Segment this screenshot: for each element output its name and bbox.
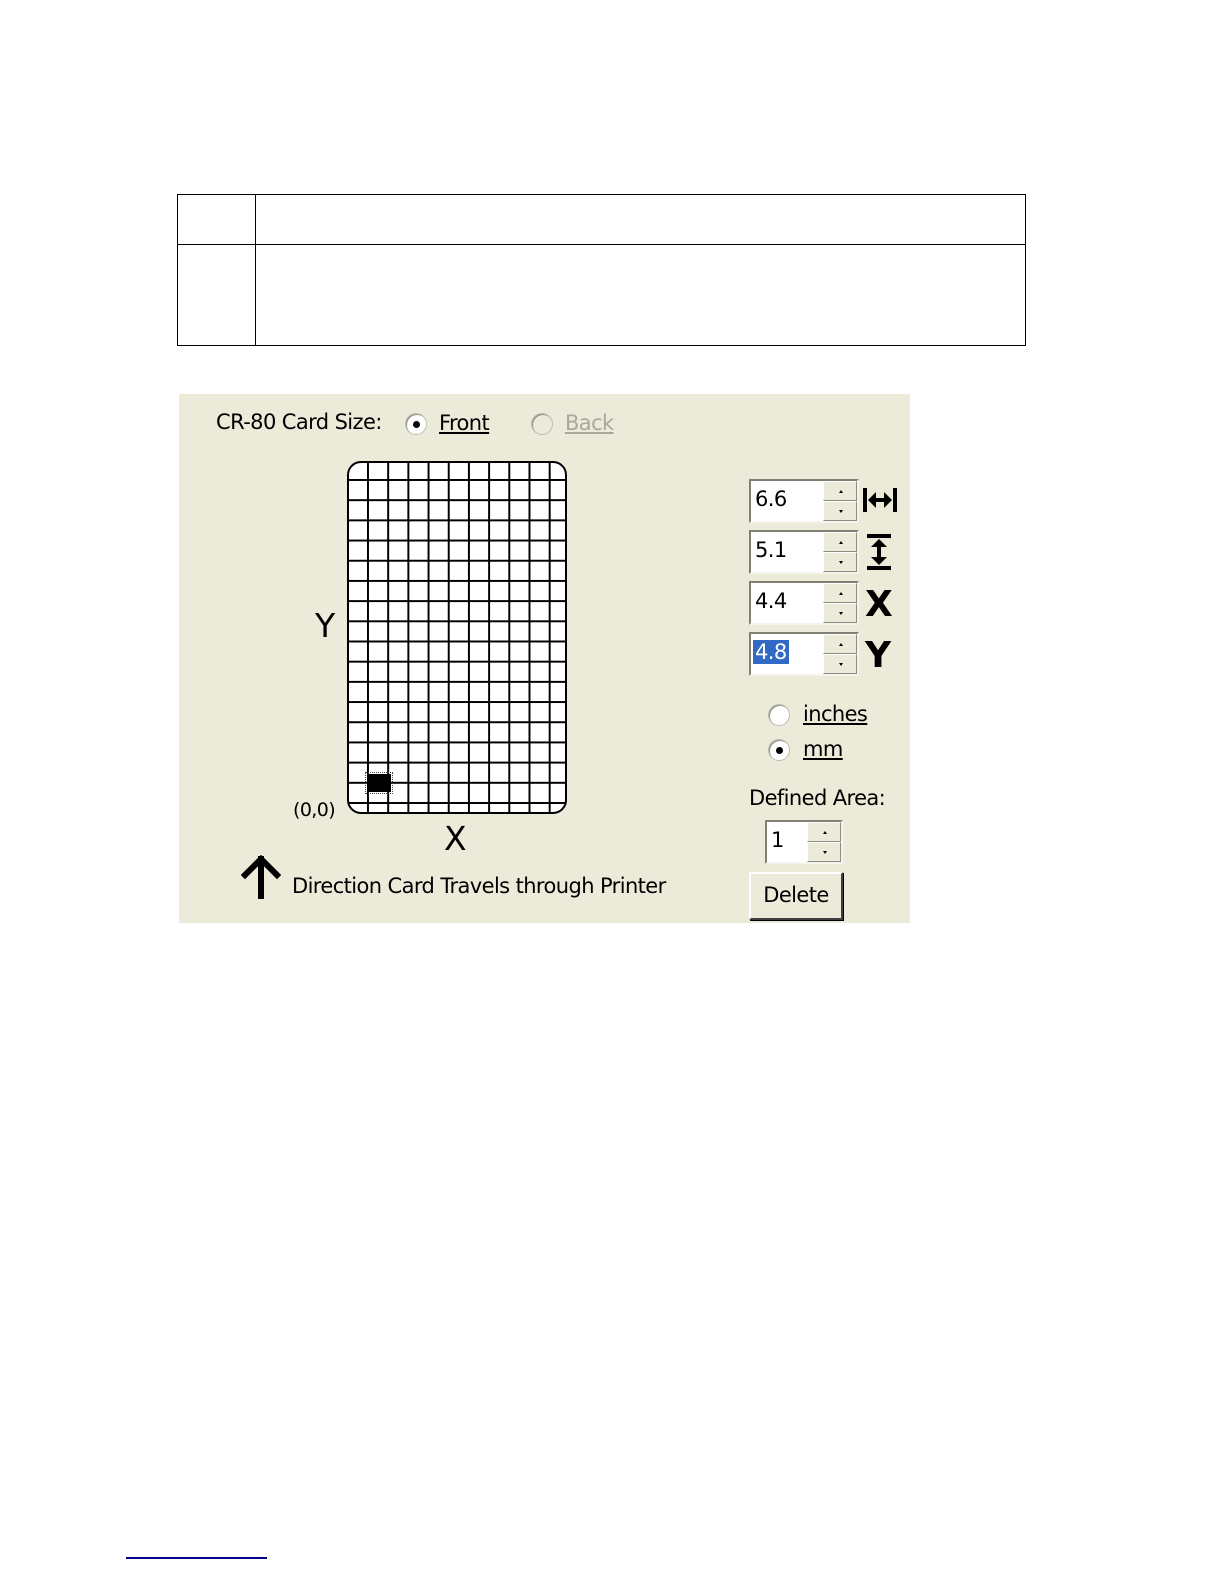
- y-axis-label: Y: [315, 606, 335, 645]
- card-area-dialog: [179, 394, 910, 923]
- x-up-button[interactable]: [823, 583, 857, 603]
- x-axis-label: X: [444, 819, 467, 858]
- mm-radio[interactable]: [768, 739, 790, 761]
- footer-divider: [126, 1557, 267, 1559]
- width-spinbox[interactable]: [749, 479, 859, 523]
- front-radio[interactable]: [405, 413, 427, 435]
- mm-radio-label[interactable]: mm: [803, 737, 843, 761]
- defined-area-down-button[interactable]: [807, 842, 841, 862]
- height-up-button[interactable]: [823, 532, 857, 552]
- direction-note: Direction Card Travels through Printer: [292, 874, 666, 898]
- y-up-button[interactable]: [823, 634, 857, 654]
- y-position-value[interactable]: 4.8: [755, 640, 787, 664]
- height-down-button[interactable]: [823, 552, 857, 572]
- back-radio-label[interactable]: Back: [565, 411, 614, 435]
- vertical-height-icon: [865, 533, 893, 576]
- card-grid[interactable]: [347, 461, 567, 814]
- horizontal-width-icon: [862, 486, 898, 519]
- x-position-icon: X: [865, 584, 893, 625]
- defined-area-label: Defined Area:: [749, 786, 886, 810]
- defined-area-up-button[interactable]: [807, 822, 841, 842]
- card-size-label: CR-80 Card Size:: [216, 410, 382, 434]
- table-row: [178, 245, 1026, 346]
- empty-table: [177, 194, 1026, 346]
- y-down-button[interactable]: [823, 654, 857, 674]
- up-arrow-icon: [241, 855, 281, 904]
- height-spinbox[interactable]: [749, 530, 859, 574]
- x-down-button[interactable]: [823, 603, 857, 623]
- defined-area-spinbox[interactable]: [765, 820, 843, 864]
- origin-label: (0,0): [293, 799, 336, 821]
- defined-area-value[interactable]: 1: [771, 828, 784, 852]
- defined-area-marker[interactable]: [367, 774, 391, 792]
- back-radio[interactable]: [531, 413, 553, 435]
- inches-radio-label[interactable]: inches: [803, 702, 868, 726]
- y-position-icon: Y: [865, 635, 891, 676]
- inches-radio[interactable]: [768, 704, 790, 726]
- y-position-spinbox[interactable]: [749, 632, 859, 676]
- width-down-button[interactable]: [823, 501, 857, 521]
- table-row: [178, 195, 1026, 245]
- x-position-spinbox[interactable]: [749, 581, 859, 625]
- width-up-button[interactable]: [823, 481, 857, 501]
- front-radio-label[interactable]: Front: [439, 411, 490, 435]
- width-value[interactable]: 6.6: [755, 487, 787, 511]
- height-value[interactable]: 5.1: [755, 538, 787, 562]
- x-position-value[interactable]: 4.4: [755, 589, 787, 613]
- delete-button[interactable]: Delete: [749, 872, 843, 920]
